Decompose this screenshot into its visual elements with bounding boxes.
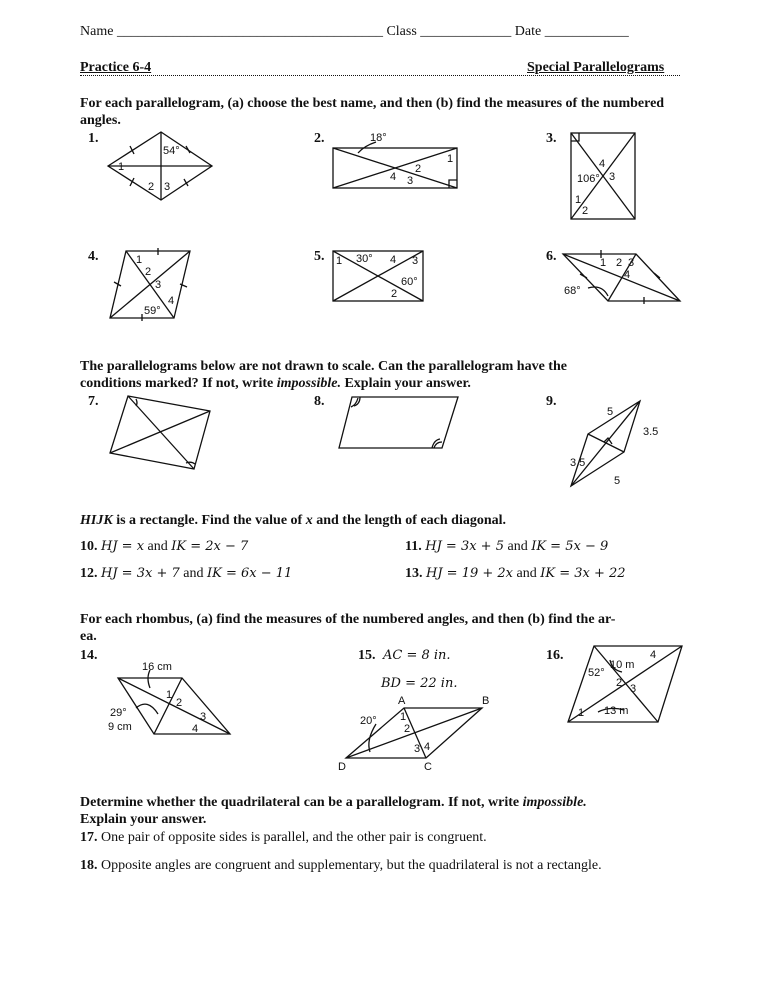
fig14-label-3: 3 bbox=[200, 711, 207, 723]
fig2-label-1: 1 bbox=[447, 153, 454, 165]
figure-6-rhombus bbox=[560, 248, 684, 304]
problem-11: 11. HJ = 3x + 5 and IK = 5x − 9 bbox=[405, 539, 609, 554]
practice-label: Practice 6-4 bbox=[80, 60, 152, 75]
class-label: Class bbox=[386, 24, 417, 39]
problem-6-number: 6. bbox=[546, 249, 557, 264]
fig1-label-54: 54° bbox=[163, 145, 180, 157]
fig6-label-2: 2 bbox=[616, 257, 623, 269]
problem-13: 13. HJ = 19 + 2x and IK = 3x + 22 bbox=[405, 566, 626, 581]
fig5-label-4: 4 bbox=[390, 254, 397, 266]
fig6-label-68: 68° bbox=[564, 285, 581, 297]
figure-14-rhombus bbox=[106, 658, 238, 738]
problem-8-number: 8. bbox=[314, 394, 325, 409]
figure-4-rhombus bbox=[106, 248, 194, 322]
fig4-label-3: 3 bbox=[155, 279, 162, 291]
problem-15-number: 15. bbox=[358, 648, 376, 663]
fig14-label-29: 29° bbox=[110, 707, 127, 719]
fig15-label-1: 1 bbox=[400, 711, 407, 723]
fig16-label-4: 4 bbox=[650, 649, 657, 661]
section4-instructions-line2: ea. bbox=[80, 629, 97, 644]
problem-10: 10. HJ = x and IK = 2x − 7 bbox=[80, 539, 249, 554]
figure-5-rectangle bbox=[330, 248, 426, 304]
problem-7-number: 7. bbox=[88, 394, 99, 409]
fig4-label-59: 59° bbox=[144, 305, 161, 317]
problem-16-number: 16. bbox=[546, 648, 564, 663]
fig5-label-60: 60° bbox=[401, 276, 418, 288]
fig3-label-106: 106° bbox=[577, 173, 600, 185]
problem-14-number: 14. bbox=[80, 648, 98, 663]
figure-9-kite bbox=[568, 398, 668, 490]
date-blank[interactable]: ____________ bbox=[544, 24, 629, 39]
topic-label: Special Parallelograms bbox=[527, 60, 665, 75]
section3-title: HIJK is a rectangle. Find the value of x and the length of each diagonal. bbox=[80, 513, 507, 528]
name-blank[interactable]: ______________________________________ bbox=[116, 24, 383, 39]
fig3-label-1: 1 bbox=[575, 194, 582, 206]
fig1-label-1: 1 bbox=[118, 161, 125, 173]
fig15-label-20: 20° bbox=[360, 715, 377, 727]
fig16-label-10m: 10 m bbox=[610, 659, 635, 671]
fig15-label-D: D bbox=[338, 761, 346, 772]
figure-8-parallelogram bbox=[336, 394, 462, 452]
class-blank[interactable]: _____________ bbox=[420, 24, 512, 39]
fig4-label-2: 2 bbox=[145, 266, 152, 278]
fig15-label-3: 3 bbox=[414, 743, 421, 755]
fig15-label-B: B bbox=[482, 695, 490, 707]
fig2-label-4: 4 bbox=[390, 171, 397, 183]
fig5-label-30: 30° bbox=[356, 253, 373, 265]
fig6-label-4: 4 bbox=[624, 269, 631, 281]
figure-2-rectangle bbox=[330, 128, 460, 192]
section5-instructions-line2: Explain your answer. bbox=[80, 812, 207, 827]
fig9-label-5-bottom: 5 bbox=[614, 475, 621, 487]
fig16-label-1: 1 bbox=[578, 707, 585, 719]
problem-15-ac: AC = 8 in. bbox=[383, 648, 451, 663]
fig15-label-2: 2 bbox=[404, 723, 411, 735]
fig14-label-1: 1 bbox=[166, 689, 173, 701]
fig6-label-3: 3 bbox=[628, 257, 635, 269]
fig1-label-2: 2 bbox=[148, 181, 155, 193]
problem-4-number: 4. bbox=[88, 249, 99, 264]
fig16-label-13m: 13 m bbox=[604, 705, 629, 717]
problem-2-number: 2. bbox=[314, 131, 325, 146]
name-label: Name bbox=[80, 24, 114, 39]
fig1-label-3: 3 bbox=[164, 181, 171, 193]
figure-7-parallelogram bbox=[106, 393, 214, 473]
fig9-label-5-top: 5 bbox=[607, 406, 614, 418]
problem-17: 17. One pair of opposite sides is parallel, and the other pair is congruent. bbox=[80, 830, 487, 845]
fig6-label-1: 1 bbox=[600, 257, 607, 269]
section1-instructions: For each parallelogram, (a) choose the best name, and then (b) find the measures of the numbered angles. bbox=[80, 96, 665, 128]
figure-1-rhombus bbox=[104, 128, 216, 208]
fig15-label-C: C bbox=[424, 761, 432, 772]
problem-3-number: 3. bbox=[546, 131, 557, 146]
problem-9-number: 9. bbox=[546, 394, 557, 409]
fig4-label-4: 4 bbox=[168, 295, 175, 307]
figure-16-rhombus bbox=[564, 640, 688, 726]
fig9-label-3-5-left: 3.5 bbox=[570, 457, 586, 469]
problem-5-number: 5. bbox=[314, 249, 325, 264]
fig5-label-2: 2 bbox=[391, 288, 398, 300]
section2-instructions-line2: conditions marked? If not, write impossible. Explain your answer. bbox=[80, 376, 471, 391]
fig3-label-4: 4 bbox=[599, 158, 606, 170]
fig9-label-3-5-right: 3.5 bbox=[643, 426, 659, 438]
problem-18: 18. Opposite angles are congruent and supplementary, but the quadrilateral is not a rectangle. bbox=[80, 858, 602, 873]
section4-instructions-line1: For each rhombus, (a) find the measures of the numbered angles, and then (b) find the ar- bbox=[80, 612, 616, 627]
fig15-label-A: A bbox=[398, 695, 406, 707]
fig16-label-2: 2 bbox=[616, 677, 623, 689]
fig3-label-3: 3 bbox=[609, 171, 616, 183]
fig14-label-16cm: 16 cm bbox=[142, 661, 172, 673]
fig2-label-2: 2 bbox=[415, 163, 422, 175]
section5-instructions-line1: Determine whether the quadrilateral can be a parallelogram. If not, write impossible. bbox=[80, 795, 587, 810]
problem-12: 12. HJ = 3x + 7 and IK = 6x − 11 bbox=[80, 566, 293, 581]
fig14-label-9cm: 9 cm bbox=[108, 721, 132, 733]
fig2-label-18: 18° bbox=[370, 132, 387, 144]
section2-instructions-line1: The parallelograms below are not drawn to scale. Can the parallelogram have the bbox=[80, 359, 567, 374]
header-line bbox=[80, 23, 629, 40]
fig16-label-3: 3 bbox=[630, 683, 637, 695]
fig14-label-4: 4 bbox=[192, 723, 199, 735]
fig5-label-3: 3 bbox=[412, 255, 419, 267]
fig14-label-2: 2 bbox=[176, 697, 183, 709]
fig4-label-1: 1 bbox=[136, 254, 143, 266]
problem-15-bd: BD = 22 in. bbox=[381, 676, 458, 691]
fig3-label-2: 2 bbox=[582, 205, 589, 217]
date-label: Date bbox=[514, 24, 542, 39]
fig15-label-4: 4 bbox=[424, 741, 431, 753]
fig5-label-1: 1 bbox=[336, 255, 343, 267]
problem-1-number: 1. bbox=[88, 131, 99, 146]
fig2-label-3: 3 bbox=[407, 175, 414, 187]
figure-3-rectangle bbox=[568, 130, 638, 222]
fig16-label-52: 52° bbox=[588, 667, 605, 679]
figure-15-rhombus bbox=[336, 694, 496, 772]
